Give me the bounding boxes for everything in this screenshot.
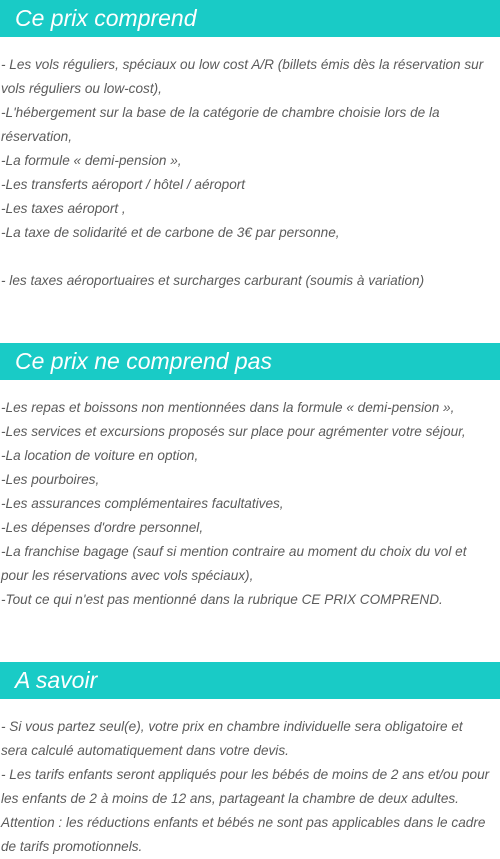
section-price-includes [0,0,500,293]
text-line: sera calculé automatiquement dans votre devis. [1,743,289,758]
section-good-to-know [0,662,500,859]
text-line: -Les services et excursions proposés sur place pour agrémenter votre séjour, [1,424,466,439]
text-line: -Les repas et boissons non mentionnées dans la formule « demi-pension », [1,400,455,415]
text-line: - les taxes aéroportuaires et surcharges carburant (soumis à variation) [1,273,425,288]
text-line: -L'hébergement sur la base de la catégorie de chambre choisie lors de la [1,105,440,120]
text-line: - Si vous partez seul(e), votre prix en chambre individuelle sera obligatoire et [1,719,463,734]
section-title: Ce prix comprend [15,5,197,31]
text-line: -Les transferts aéroport / hôtel / aéroport [1,177,246,192]
text-line: -Les dépenses d'ordre personnel, [1,520,204,535]
text-line: -Les assurances complémentaires facultatives, [1,496,284,511]
section-body [0,715,500,859]
section-heading [0,662,500,699]
blank-line [1,245,500,269]
text-line: -Les pourboires, [1,472,100,487]
text-line: -La taxe de solidarité et de carbone de 3€ par personne, [1,225,340,240]
section-body [0,53,500,293]
text-line: - Les tarifs enfants seront appliqués pour les bébés de moins de 2 ans et/ou pour [1,767,490,782]
text-line: - Les vols réguliers, spéciaux ou low cost A/R (billets émis dès la réservation sur [1,57,484,72]
text-line: -La location de voiture en option, [1,448,199,463]
section-heading [0,343,500,380]
text-line: -Les taxes aéroport , [1,201,126,216]
text-line: pour les réservations avec vols spéciaux), [1,568,254,583]
text-line: de tarifs promotionnels. [1,839,143,854]
section-title: A savoir [15,667,98,693]
section-price-excludes [0,343,500,612]
text-line: réservation, [1,129,73,144]
section-heading [0,0,500,37]
text-line: -Tout ce qui n'est pas mentionné dans la rubrique CE PRIX COMPREND. [1,592,443,607]
section-title: Ce prix ne comprend pas [15,348,272,374]
text-line: Attention : les réductions enfants et bébés ne sont pas applicables dans le cadre [1,815,486,830]
text-line: -La formule « demi-pension », [1,153,182,168]
text-line: vols réguliers ou low-cost), [1,81,162,96]
text-line: -La franchise bagage (sauf si mention contraire au moment du choix du vol et [1,544,467,559]
section-body [0,396,500,612]
text-line: les enfants de 2 à moins de 12 ans, partageant la chambre de deux adultes. [1,791,459,806]
